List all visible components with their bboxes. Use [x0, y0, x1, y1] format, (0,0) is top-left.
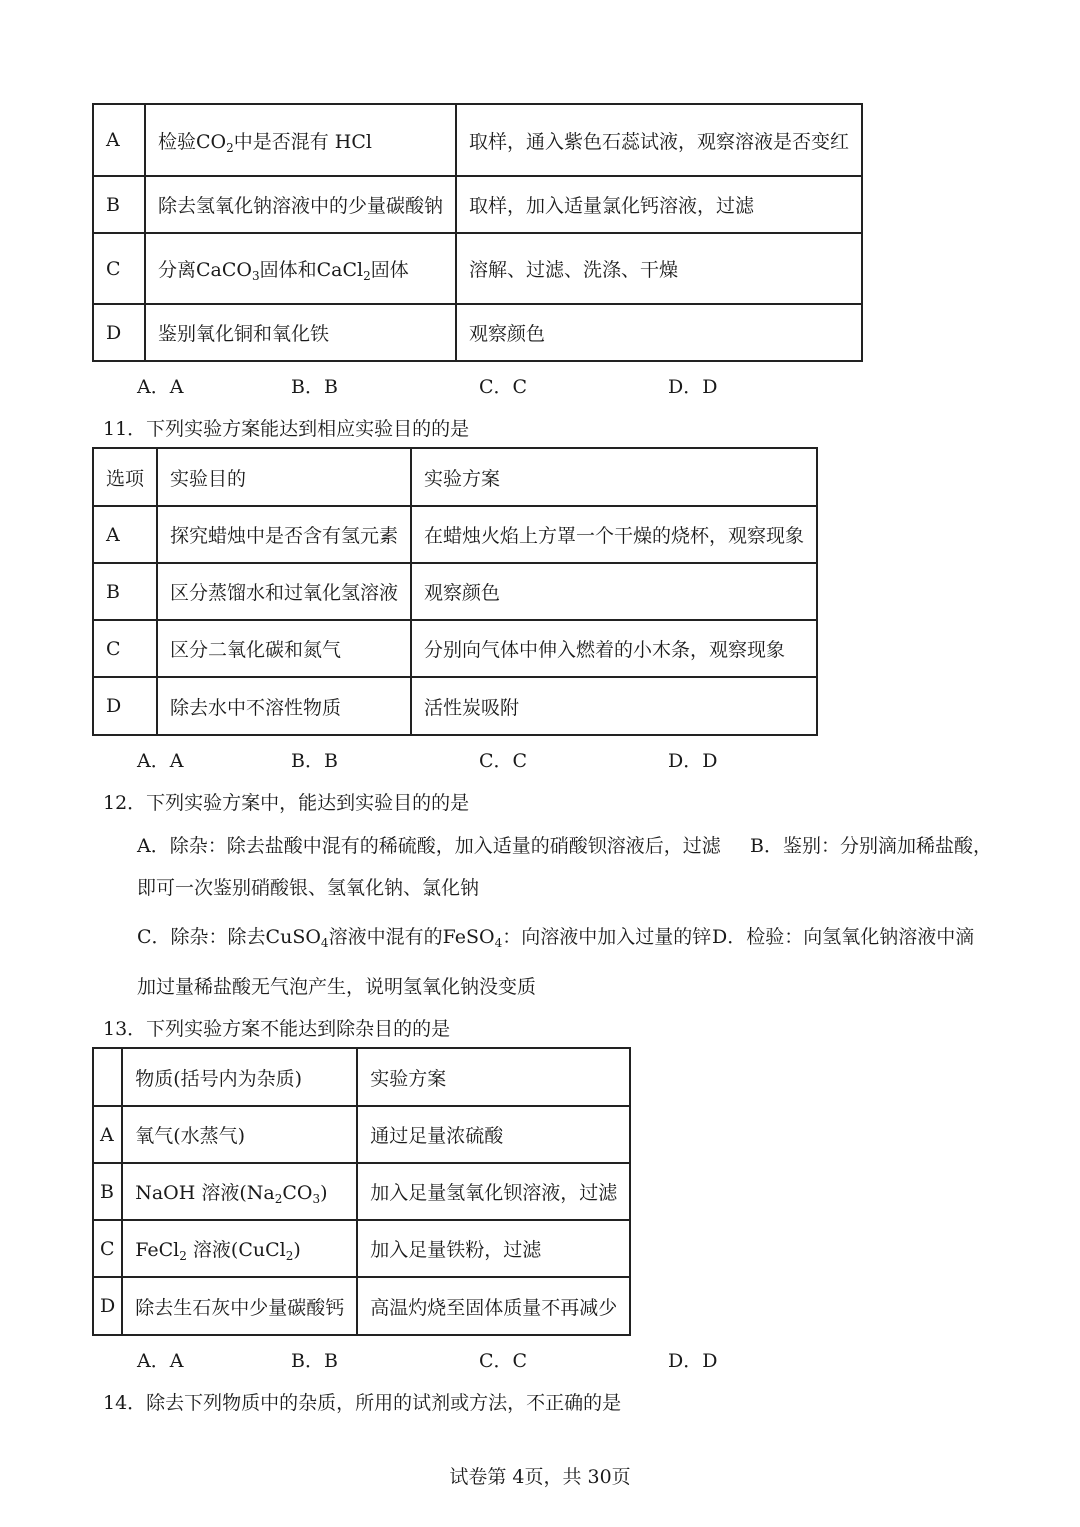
q13-options: [0, 1346, 1080, 1374]
q10-options: [0, 372, 1080, 400]
method-cell: 在蜡烛火焰上方罩一个干燥的烧杯，观察现象: [411, 506, 817, 563]
goal-cell: 区分蒸馏水和过氧化氢溶液: [157, 563, 411, 620]
option-d[interactable]: D．D: [668, 376, 718, 398]
q11-table: [92, 447, 818, 736]
table-header-row: [93, 1048, 630, 1106]
row-label: A: [93, 104, 145, 176]
header-method: 实验方案: [411, 448, 817, 506]
header-method: 实验方案: [357, 1048, 630, 1106]
q11-options: [0, 746, 1080, 774]
q12-option-d[interactable]: D．检验：向氢氧化钠溶液中滴: [712, 926, 975, 948]
goal-cell: 鉴别氧化铜和氧化铁: [145, 304, 456, 361]
option-a[interactable]: A．A: [137, 750, 184, 772]
table-row: [93, 1106, 630, 1163]
option-c[interactable]: C．C: [479, 750, 528, 772]
substance-cell: NaOH 溶液$(Na_2CO_3)$: [122, 1163, 357, 1220]
table-row: [93, 176, 862, 233]
option-b[interactable]: B．B: [291, 376, 338, 398]
option-b[interactable]: B．B: [291, 1350, 338, 1372]
q12-option-c[interactable]: C．除杂：除去CuSO$_4$溶液中混有的FeSO$_4$：向溶液中加入过量的锌: [137, 926, 712, 950]
header-goal: 实验目的: [157, 448, 411, 506]
method-cell: 观察颜色: [456, 304, 862, 361]
row-label: D: [93, 304, 145, 361]
option-c[interactable]: C．C: [479, 376, 528, 398]
q11-title: 11．下列实验方案能达到相应实验目的的是: [103, 418, 470, 440]
goal-cell: 除去水中不溶性物质: [157, 677, 411, 735]
method-cell: 活性炭吸附: [411, 677, 817, 735]
row-label: C: [93, 1220, 122, 1277]
goal-cell: 检验$CO_2$中是否混有 HCl: [145, 104, 456, 176]
goal-cell: 分离CaCO$_3$固体和CaCl$_2$固体: [145, 233, 456, 304]
table-row: [93, 233, 862, 304]
goal-cell: 区分二氧化碳和氮气: [157, 620, 411, 677]
header-option: 选项: [93, 448, 157, 506]
q12-title: 12．下列实验方案中，能达到实验目的的是: [103, 792, 470, 814]
method-cell: 观察颜色: [411, 563, 817, 620]
substance-cell: 除去生石灰中少量碳酸钙: [122, 1277, 357, 1335]
q12-option-b[interactable]: B．鉴别：分别滴加稀盐酸，: [750, 835, 992, 857]
option-c[interactable]: C．C: [479, 1350, 528, 1372]
method-cell: 高温灼烧至固体质量不再减少: [357, 1277, 630, 1335]
q12-option-d-continued: 加过量稀盐酸无气泡产生，说明氢氧化钠没变质: [137, 976, 537, 998]
row-label: C: [93, 233, 145, 304]
row-label: D: [93, 677, 157, 735]
option-b[interactable]: B．B: [291, 750, 338, 772]
row-label: B: [93, 563, 157, 620]
table-row: [93, 620, 817, 677]
row-label: B: [93, 1163, 122, 1220]
header-blank: [93, 1048, 122, 1106]
option-a[interactable]: A．A: [137, 376, 184, 398]
q12-option-b-continued: 即可一次鉴别硝酸银、氢氧化钠、氯化钠: [137, 877, 480, 899]
method-cell: 分别向气体中伸入燃着的小木条，观察现象: [411, 620, 817, 677]
q13-title: 13．下列实验方案不能达到除杂目的的是: [103, 1018, 451, 1040]
table-row: [93, 1277, 630, 1335]
substance-cell: 氧气(水蒸气): [122, 1106, 357, 1163]
table-header-row: [93, 448, 817, 506]
row-label: A: [93, 506, 157, 563]
table-row: [93, 304, 862, 361]
row-label: D: [93, 1277, 122, 1335]
goal-cell: 探究蜡烛中是否含有氢元素: [157, 506, 411, 563]
substance-cell: FeCl$_2$ 溶液(CuCl$_2$): [122, 1220, 357, 1277]
method-cell: 溶解、过滤、洗涤、干燥: [456, 233, 862, 304]
q10-table: [92, 103, 863, 362]
table-row: [93, 104, 862, 176]
table-row: [93, 506, 817, 563]
table-row: [93, 1220, 630, 1277]
option-d[interactable]: D．D: [668, 1350, 718, 1372]
table-row: [93, 677, 817, 735]
q13-table: [92, 1047, 631, 1336]
method-cell: 加入足量氢氧化钡溶液，过滤: [357, 1163, 630, 1220]
header-substance: 物质(括号内为杂质): [122, 1048, 357, 1106]
row-label: B: [93, 176, 145, 233]
page-footer: 试卷第 4页，共 30页: [449, 1466, 631, 1488]
method-cell: 取样，通入紫色石蕊试液，观察溶液是否变红: [456, 104, 862, 176]
table-row: [93, 563, 817, 620]
row-label: C: [93, 620, 157, 677]
method-cell: 通过足量浓硫酸: [357, 1106, 630, 1163]
table-row: [93, 1163, 630, 1220]
q14-title: 14．除去下列物质中的杂质，所用的试剂或方法，不正确的是: [103, 1392, 622, 1414]
q12-option-a[interactable]: A．除杂：除去盐酸中混有的稀硫酸，加入适量的硝酸钡溶液后，过滤: [137, 835, 721, 857]
option-d[interactable]: D．D: [668, 750, 718, 772]
method-cell: 取样，加入适量氯化钙溶液，过滤: [456, 176, 862, 233]
method-cell: 加入足量铁粉，过滤: [357, 1220, 630, 1277]
option-a[interactable]: A．A: [137, 1350, 184, 1372]
row-label: A: [93, 1106, 122, 1163]
goal-cell: 除去氢氧化钠溶液中的少量碳酸钠: [145, 176, 456, 233]
